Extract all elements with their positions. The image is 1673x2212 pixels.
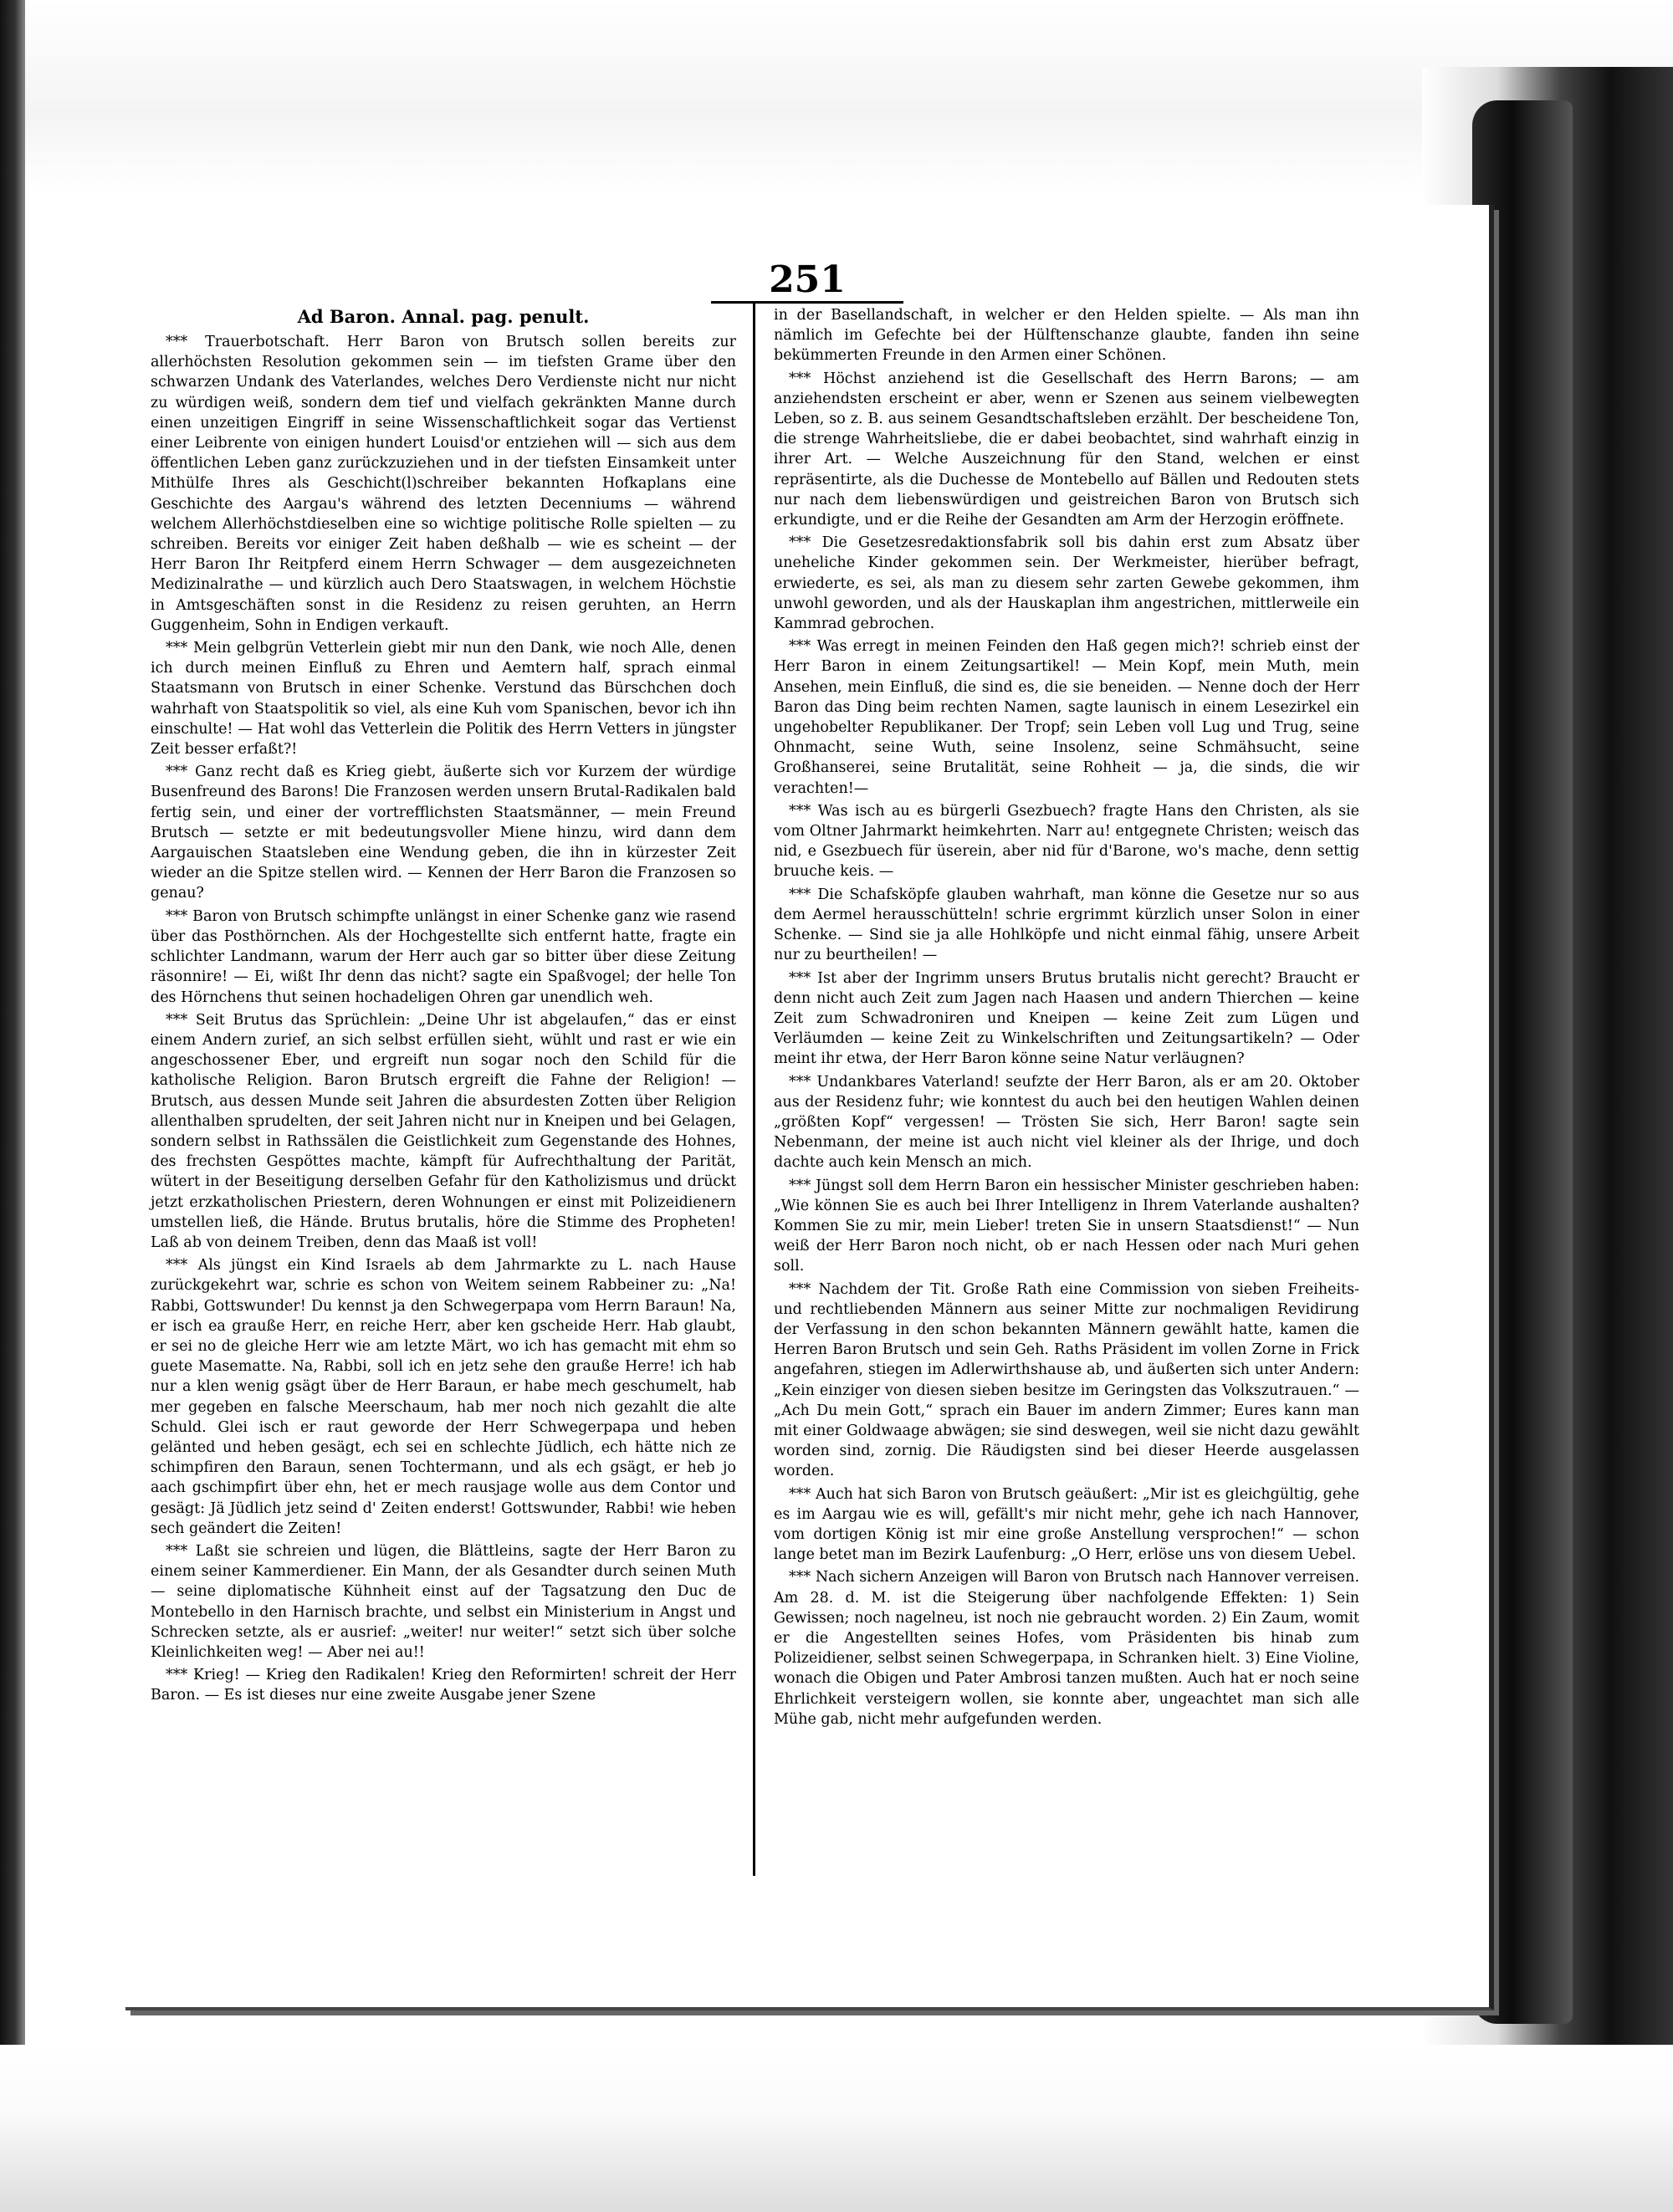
paragraph: *** Nachdem der Tit. Große Rath eine Commission von sieben Freiheits- und rechtliebenden Männern aus seiner Mitte zur nochmaligen Revidirung der Verfassung in den schon bekannten Männern gewählt hatte, kamen die Herren Baron Brutsch und sein Geh. Raths Präsident im vollen Zorne in Frick angefahren, stiegen im Adlerwirthshause ab, und äußerten sich unter Andern: „Kein einziger von diesen sieben besitze im Geringsten das Volkszutrauen.“ — „Ach Du mein Gott,“ sprach ein Bauer im andern Zimmer; Eures kann man mit einer Goldwaage abwägen; sie sind deswegen, weil sie nicht dazu gewählt worden sind, zornig. Die Räudigsten sind bei dieser Heerde ausgelassen worden. [774, 1280, 1359, 1480]
paragraph: in der Basellandschaft, in welcher er den Helden spielte. — Als man ihn nämlich im Gefechte bei der Hülftenschanze glaubte, fanden ihn seine bekümmerten Freunde in den Armen einer Schönen. [774, 307, 1359, 365]
paragraph: *** Mein gelbgrün Vetterlein giebt mir nun den Dank, wie noch Alle, denen ich durch meinen Einfluß zu Ehren und Aemtern half, sprach einmal Staatsmann von Brutsch in einer Schenke. Verstund das Bürschchen doch wahrhaft von Staatspolitik so viel, als eine Kuh vom Spanischen, bevor ich ihn einschulte! — Hat wohl das Vetterlein die Politik des Herrn Vetters in jüngster Zeit besser erfaßt?! [151, 640, 736, 759]
paragraph: *** Laßt sie schreien und lügen, die Blättleins, sagte der Herr Baron zu einem seiner Kammerdiener. Ein Mann, der als Gesandter durch seinen Muth — seine diplomatische Kühnheit einst auf der Tagsatzung den Duc de Montebello in den Harnisch brachte, und selbst ein Ministerium in Angst und Schrecken setzte, als er ausrief: „weiter! nur weiter!“ setzt sich über solche Kleinlichkeiten weg! — Aber nei au!! [151, 1542, 736, 1661]
paragraph: *** Krieg! — Krieg den Radikalen! Krieg den Reformirten! schreit der Herr Baron. — Es ist dieses nur eine zweite Ausgabe jener Szene [151, 1667, 736, 1704]
paragraph: *** Jüngst soll dem Herrn Baron ein hessischer Minister geschrieben haben: „Wie können Sie es auch bei Ihrer Intelligenz in Ihrem Vaterlande aushalten? Kommen Sie zu mir, mein Lieber! treten Sie in unsern Staatsdienst!“ — Nun weiß der Herr Baron noch nicht, ob er nach Hessen oder nach Muri gehen soll. [774, 1177, 1359, 1275]
left-column [151, 305, 736, 1709]
paragraph: *** Ist aber der Ingrimm unsers Brutus brutalis nicht gerecht? Braucht er denn nicht auch Zeit zum Jagen nach Haasen und andern Thierchen — keine Zeit zum Schwadroniren und Kneipen — keine Zeit zum Lügen und Verläumden — keine Zeit zu Winkelschriften und Zeitungsartikeln? — Oder meint ihr etwa, der Herr Baron könne seine Natur verläugnen? [774, 969, 1359, 1068]
paragraph: *** Höchst anziehend ist die Gesellschaft des Herrn Barons; — am anziehendsten erscheint er aber, wenn er Szenen aus seinem vielbewegten Leben, so z. B. aus seinem Gesandtschaftsleben erzählt. Der bescheidene Ton, die strenge Wahrheitsliebe, die er dabei beobachtet, sind wahrhaft einzig in ihrer Art. — Welche Auszeichnung für den Stand, welchen er einst repräsentirte, als die Duchesse de Montebello auf Bällen und Redouten stets nur nach dem liebenswürdigen und geistreichen Baron von Brutsch sich erkundigte, und er die Reihe der Gesandten am Arm der Herzogin eröffnete. [774, 370, 1359, 529]
document-page [125, 205, 1494, 2010]
scan-background-bottom [0, 2045, 1673, 2212]
scan-edge-left [0, 0, 25, 2212]
paragraph: *** Auch hat sich Baron von Brutsch geäußert: „Mir ist es gleichgültig, gehe es im Aargau wie es will, gefällt's mir nicht mehr, gehe ich nach Hannover, vom dortigen König ist mir eine große Anstellung versprochen!“ — schon lange betet man im Bezirk Laufenburg: „O Herr, erlöse uns von diesem Uebel. [774, 1485, 1359, 1564]
page-number: 251 [711, 259, 903, 304]
section-heading: Ad Baron. Annal. pag. penult. [297, 306, 590, 327]
paragraph: *** Trauerbotschaft. Herr Baron von Brutsch sollen bereits zur allerhöchsten Resolution gekommen sein — im tiefsten Grame über den schwarzen Undank des Vaterlandes, welches Dero Verdienste nicht nur nicht zu würdigen weiß, sondern dem tief und vielfach gekränkten Manne durch einen unzeitigen Eingriff in seine Wissenschaftlichkeit sogar das Vertienst einer Leibrente von einigen hundert Louisd'or entziehen will — sich aus dem öffentlichen Leben ganz zurückzuziehen und in der tiefsten Einsamkeit unter Mithülfe Ihres als Geschicht(l)schreiber bekannten Hofkaplans eine Geschichte des Aargau's während des letzten Decenniums — während welchem Allerhöchstdieselben eine so wichtige politische Rolle spielten — zu schreiben. Bereits vor einiger Zeit haben deßhalb — wie es scheint — der Herr Baron Ihr Reitpferd einem Herrn Schwager — dem ausgezeichneten Medizinalrathe — und kürzlich auch Dero Staatswagen, in welchem Höchstie in Amtsgeschäften sonst in die Residenz zu reisen geruhten, an Herrn Guggenheim, Sohn in Endigen verkauft. [151, 334, 736, 634]
paragraph: *** Nach sichern Anzeigen will Baron von Brutsch nach Hannover verreisen. Am 28. d. M. ist die Steigerung über nachfolgende Effekten: 1) Sein Gewissen; noch nagelneu, ist noch nie gebraucht worden. 2) Ein Zaum, womit er die Angestellten seines Hofes, vom Präsidenten bis hinab zum Polizeidiener, selbst seinen Schwegerpapa, in Schranken hielt. 3) Eine Violine, wonach die Obigen und Pater Ambrosi tanzen mußten. Auch hat er noch seine Ehrlichkeit versteigern wollen, sie konnte aber, ungeachtet man sich alle Mühe gab, nicht mehr aufgefunden werden. [774, 1569, 1360, 1728]
paragraph: *** Die Schafsköpfe glauben wahrhaft, man könne die Gesetze nur so aus dem Aermel herausschütteln! schrie ergrimmt kürzlich unser Solon in einer Schenke. — Sind sie ja alle Hohlköpfe und nicht einmal fähig, unsere Arbeit nur zu beurtheilen! — [774, 886, 1359, 964]
paragraph: *** Ganz recht daß es Krieg giebt, äußerte sich vor Kurzem der würdige Busenfreund des Barons! Die Franzosen werden unsern Brutal-Radikalen bald fertig sein, und einer der vortrefflichsten Staatsmänner, — mein Freund Brutsch — setzte er mit bedeutungsvoller Miene hinzu, wird dann dem Aargauischen Staatsleben eine Wendung geben, die ihn in kürzester Zeit wieder an die Spitze stellen wird. — Kennen der Herr Baron die Franzosen so genau? [151, 764, 736, 902]
paragraph: *** Was isch au es bürgerli Gsezbuech? fragte Hans den Christen, als sie vom Oltner Jahrmarkt heimkehrten. Narr au! entgegnete Christen; weisch das nid, e Gsezbuech für üserein, aber nid für d'Barone, wo's mache, denn settig bruuche keis. — [774, 802, 1359, 881]
paragraph: *** Undankbares Vaterland! seufzte der Herr Baron, als er am 20. Oktober aus der Residenz fuhr; wie konntest du auch bei den heutigen Wahlen deinen „größten Kopf“ vergessen! — Trösten Sie sich, Herr Baron! sagte sein Nebenmann, der meine ist auch nicht viel kleiner als der Ihrige, und doch dachte auch kein Mensch an mich. [774, 1073, 1359, 1172]
column-divider [753, 304, 755, 1876]
paragraph: *** Seit Brutus das Sprüchlein: „Deine Uhr ist abgelaufen,“ das er einst einem Andern zurief, an sich selbst erfüllen sieht, wühlt und rast er wie ein angeschossener Eber, und ergreift nun sogar noch den Schild für die katholische Religion. Baron Brutsch ergreift die Fahne der Religion! — Brutsch, aus dessen Munde seit Jahren die absurdesten Zotten über Religion allenthalben sprudelten, der seit Jahren nicht nur in Kneipen und bei Gelagen, sondern selbst in Rathssälen die Geistlichkeit zum Gegenstande des Hohnes, des frechsten Gespöttes machte, kämpft für Aufrechthaltung der Parität, wütert in der Beseitigung derselben Gefahr für den Katholizismus und drückt jetzt erzkatholischen Priestern, deren Wohnungen er einst mit Polizeidienern umstellen ließ, die Hände. Brutus brutalis, höre die Stimme des Propheten! Laß ab von deinem Treiben, denn das Maaß ist voll! [151, 1011, 736, 1251]
paragraph: *** Als jüngst ein Kind Israels ab dem Jahrmarkte zu L. nach Hause zurückgekehrt war, schrie es schon von Weitem seinem Rabbeiner zu: „Na! Rabbi, Gottswunder! Du kennst ja den Schwegerpapa vom Herrn Baraun! Na, er isch ea grauße Herr, en reiche Herr, aber ken gscheide Herr. Hab glaubt, er sei no de gleiche Herr wie am letzte Märt, wo ich has gemacht mit ehm so guete Masematte. Na, Rabbi, soll ich en jetz sehe den grauße Herre! ich hab nur a klen wenig gsägt über de Herr Baraun, er habe mech geschumelt, hab mer gegeben en falsche Meerschaum, hab mer noch nich gezahlt die alte Schuld. Glei isch er raut geworde der Herr Schwegerpapa und heben gelänted und heben gesägt, ech sei en schlechte Jüdlich, ech hätte nich ze schimpfiren den Baraun, senen Tochtermann, und als ech gsägt, er heb jo aach gschimpfirt über ehn, het er mech rausjage wolle aus dem Contor und gesägt: Jä Jüdlich jetz seind d' Zeiten enderst! Gottswunder, Rabbi! wie heben sech geändert die Zeiten! [151, 1257, 736, 1537]
right-column [774, 305, 1359, 1732]
paragraph: *** Was erregt in meinen Feinden den Haß gegen mich?! schrieb einst der Herr Baron in einem Zeitungsartikel! — Mein Kopf, mein Muth, mein Ansehen, mein Einfluß, die sind es, die sie beneiden. — Nenne doch der Herr Baron das Ding beim rechten Namen, sagte launisch in einem Lesezirkel ein ungehobelter Republikaner. Der Tropf; sein Leben voll Lug und Trug, seine Ohnmacht, seine Wuth, seine Insolenz, seine Schmähsucht, seine Großhanserei, seine Brutalität, seine Rohheit — ja, die sinds, die wir verachten!— [774, 638, 1359, 797]
paragraph: *** Baron von Brutsch schimpfte unlängst in einer Schenke ganz wie rasend über das Posthörnchen. Als der Hochgestellte sich entfernt hatte, fragte ein schlichter Landmann, warum der Herr auch gar so bitter über diese Zeitung räsonnire! — Ei, wißt Ihr denn das nicht? sagte ein Spaßvogel; der helle Ton des Hörnchens thut seinen hochadeligen Ohren gar unendlich weh. [151, 907, 736, 1006]
paragraph: *** Die Gesetzesredaktionsfabrik soll bis dahin erst zum Absatz über uneheliche Kinder gekommen sein. Der Werkmeister, hierüber befragt, erwiederte, es sei, als man zu diesem sehr zarten Gewebe gekommen, ihm unwohl geworden, und als der Hauskaplan ihm angestrichen, mittlerweile ein Kammrad gebrochen. [774, 534, 1359, 633]
